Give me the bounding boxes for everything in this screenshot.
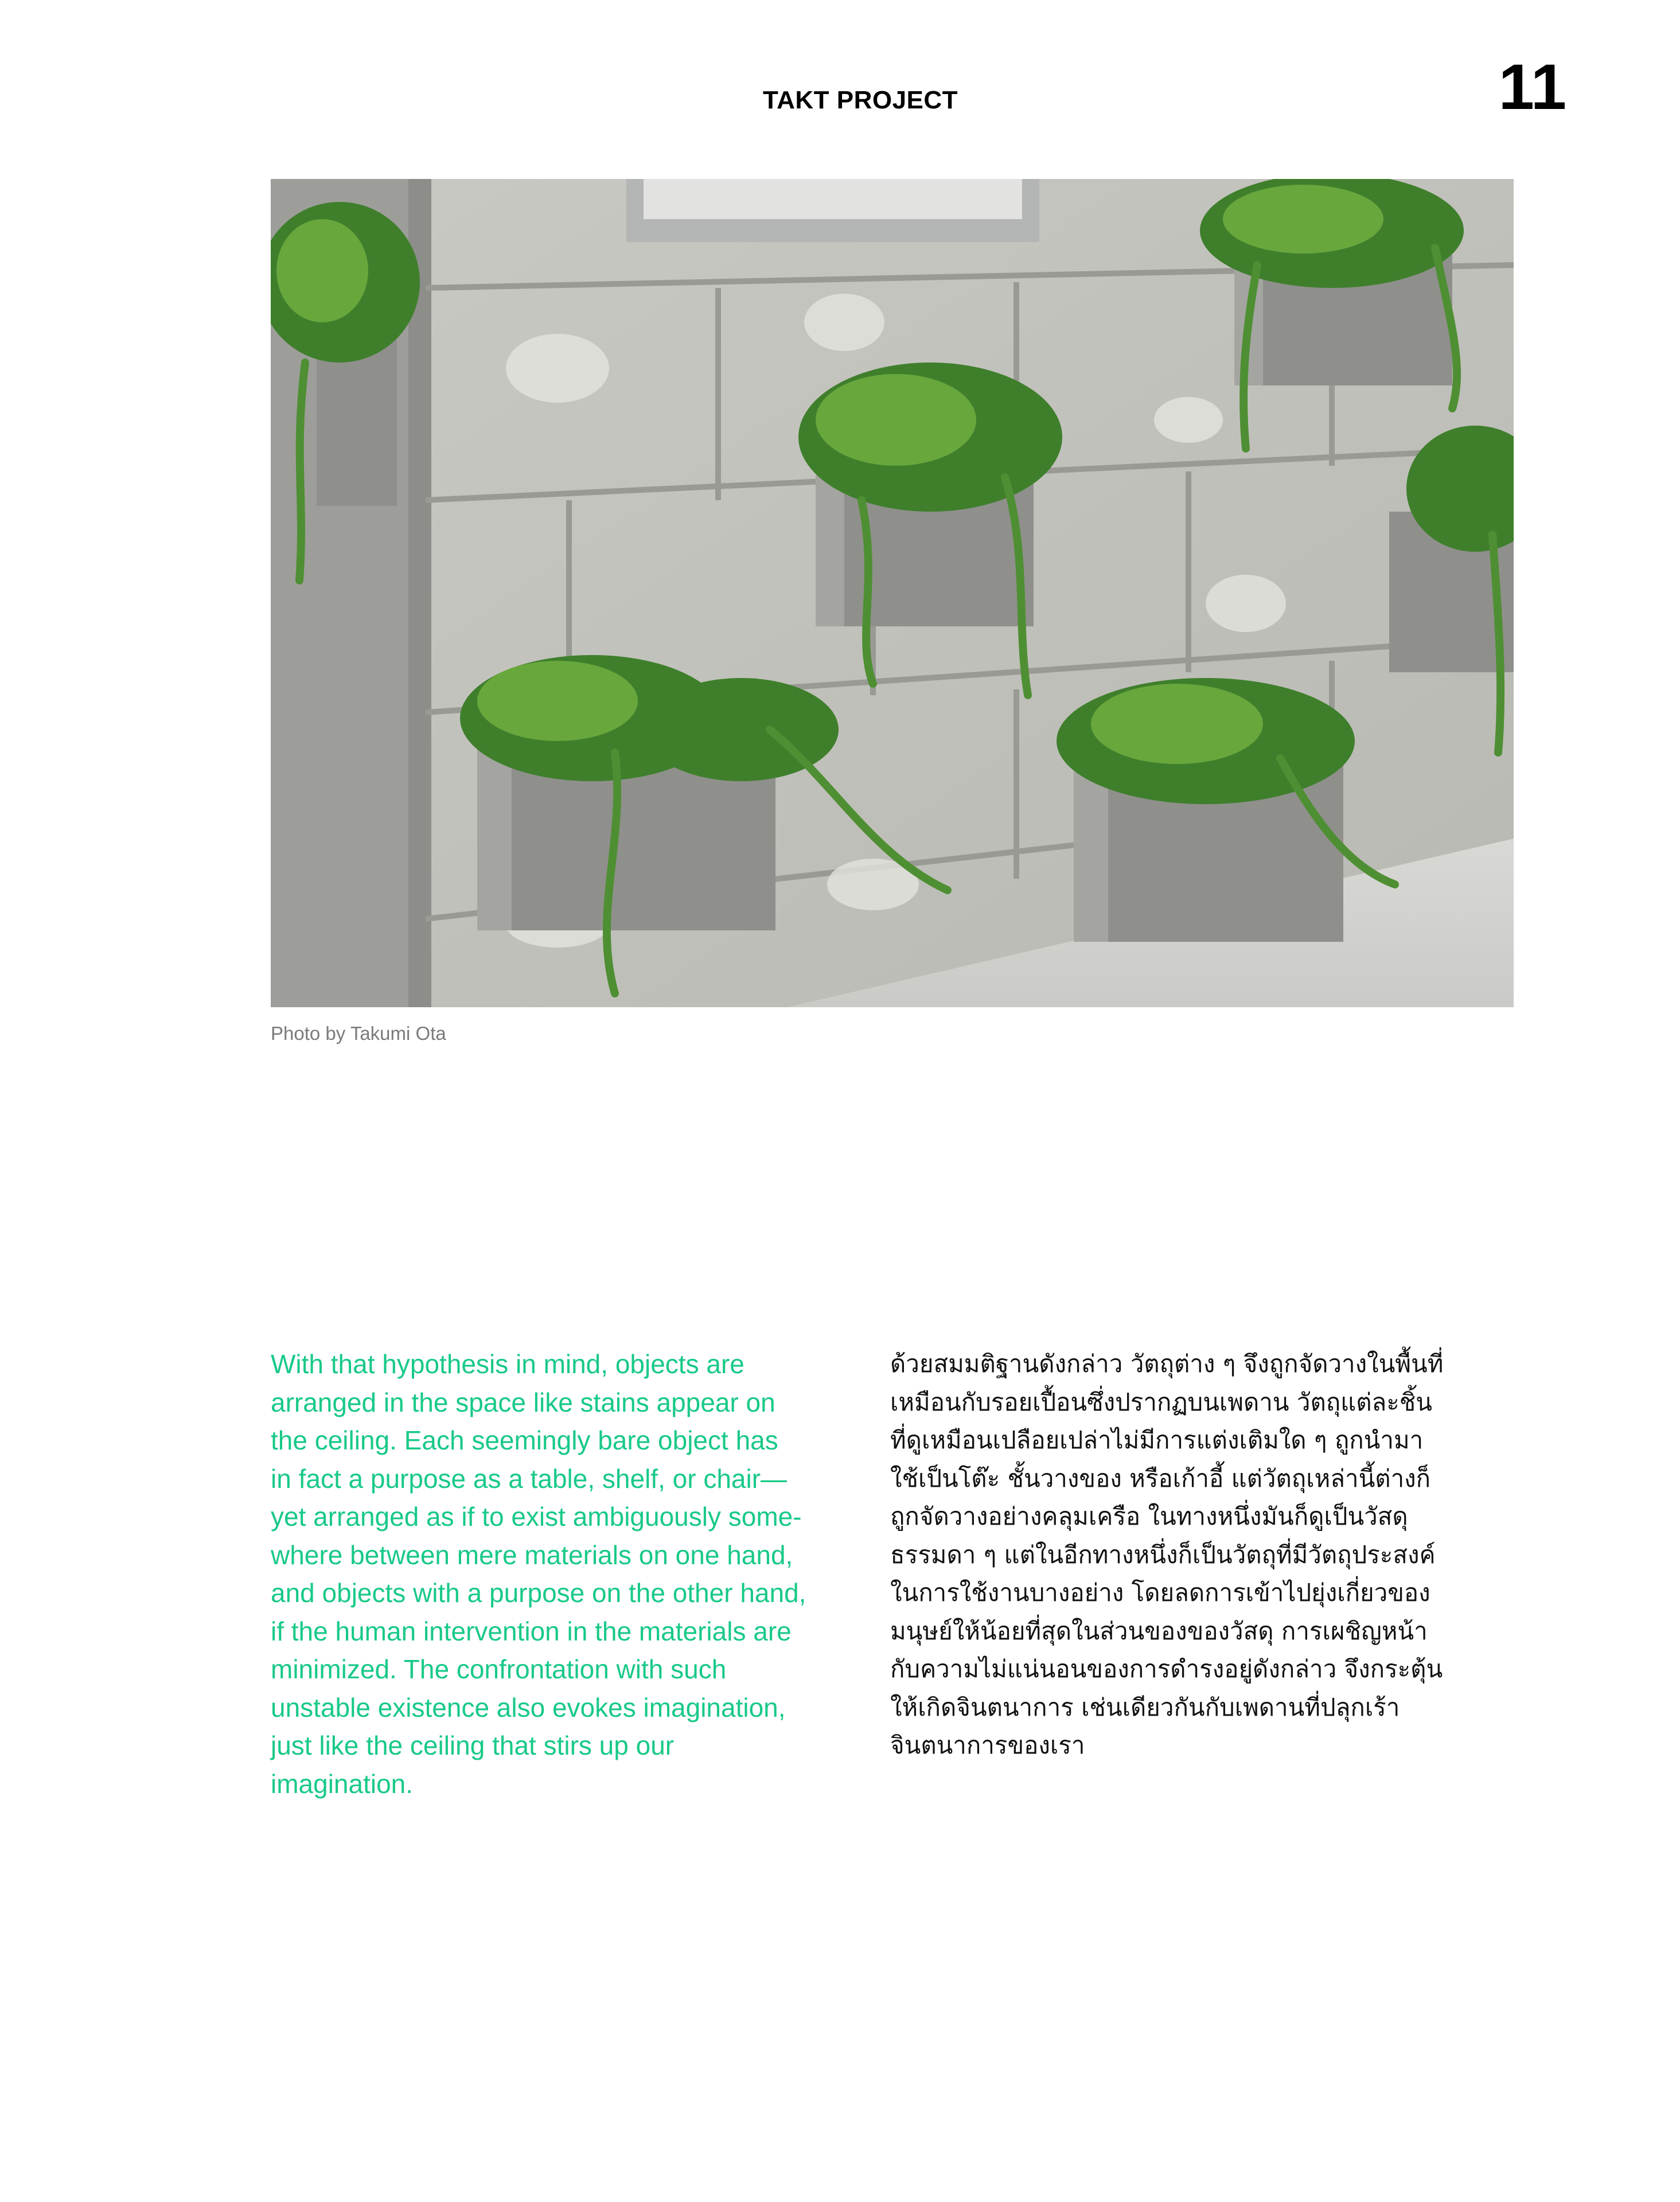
body-text-thai bbox=[890, 1345, 1515, 1765]
thai-line: ให้เกิดจินตนาการ เช่นเดียวกันกับเพดานที่ปลุกเร้า bbox=[890, 1693, 1400, 1721]
english-line: arranged in the space like stains appear on bbox=[271, 1387, 775, 1417]
english-line: and objects with a purpose on the other hand, bbox=[271, 1578, 806, 1608]
english-line: imagination. bbox=[271, 1768, 414, 1799]
thai-line: ด้วยสมมติฐานดังกล่าว วัตถุต่าง ๆ จึงถูกจัดวางในพื้นที่ bbox=[890, 1350, 1444, 1378]
photo-planter-wall bbox=[271, 179, 1514, 1007]
thai-line: ธรรมดา ๆ แต่ในอีกทางหนึ่งก็เป็นวัตถุที่มีวัตถุประสงค์ bbox=[890, 1540, 1436, 1569]
english-line: yet arranged as if to exist ambiguously some- bbox=[271, 1502, 802, 1531]
thai-line: กับความไม่แน่นอนของการดำรงอยู่ดังกล่าว จึงกระตุ้น bbox=[890, 1655, 1443, 1683]
thai-line: ถูกจัดวางอย่างคลุมเครือ ในทางหนึ่งมันก็ดูเป็นวัสดุ bbox=[890, 1502, 1408, 1530]
english-line: unstable existence also evokes imagination, bbox=[271, 1692, 786, 1722]
header-title: TAKT PROJECT bbox=[762, 86, 958, 114]
english-line: where between mere materials on one hand, bbox=[271, 1540, 793, 1570]
english-line: minimized. The confrontation with such bbox=[271, 1654, 727, 1684]
thai-line: จินตนาการของเรา bbox=[890, 1731, 1085, 1759]
thai-line: มนุษย์ให้น้อยที่สุดในส่วนของของวัสดุ การเผชิญหน้า bbox=[890, 1616, 1428, 1645]
thai-line: ที่ดูเหมือนเปลือยเปล่าไม่มีการแต่งเติมใด ๆ ถูกนำมา bbox=[890, 1426, 1424, 1454]
english-line: in fact a purpose as a table, shelf, or chair— bbox=[271, 1463, 788, 1494]
page-number: 11 bbox=[1498, 51, 1566, 123]
english-line: if the human intervention in the materials are bbox=[271, 1616, 792, 1646]
photo-caption: Photo by Takumi Ota bbox=[271, 1023, 446, 1044]
thai-line: เหมือนกับรอยเปื้อนซึ่งปรากฏบนเพดาน วัตถุแต่ละชิ้น bbox=[890, 1388, 1433, 1416]
english-line: the ceiling. Each seemingly bare object has bbox=[271, 1425, 778, 1455]
english-line: With that hypothesis in mind, objects are bbox=[271, 1349, 744, 1379]
english-line: just like the ceiling that stirs up our bbox=[271, 1731, 675, 1760]
body-text-english bbox=[271, 1345, 867, 1803]
thai-line: ใช้เป็นโต๊ะ ชั้นวางของ หรือเก้าอี้ แต่วัตถุเหล่านี้ต่างก็ bbox=[890, 1464, 1431, 1492]
thai-line: ในการใช้งานบางอย่าง โดยลดการเข้าไปยุ่งเกี่ยวของ bbox=[890, 1579, 1430, 1607]
